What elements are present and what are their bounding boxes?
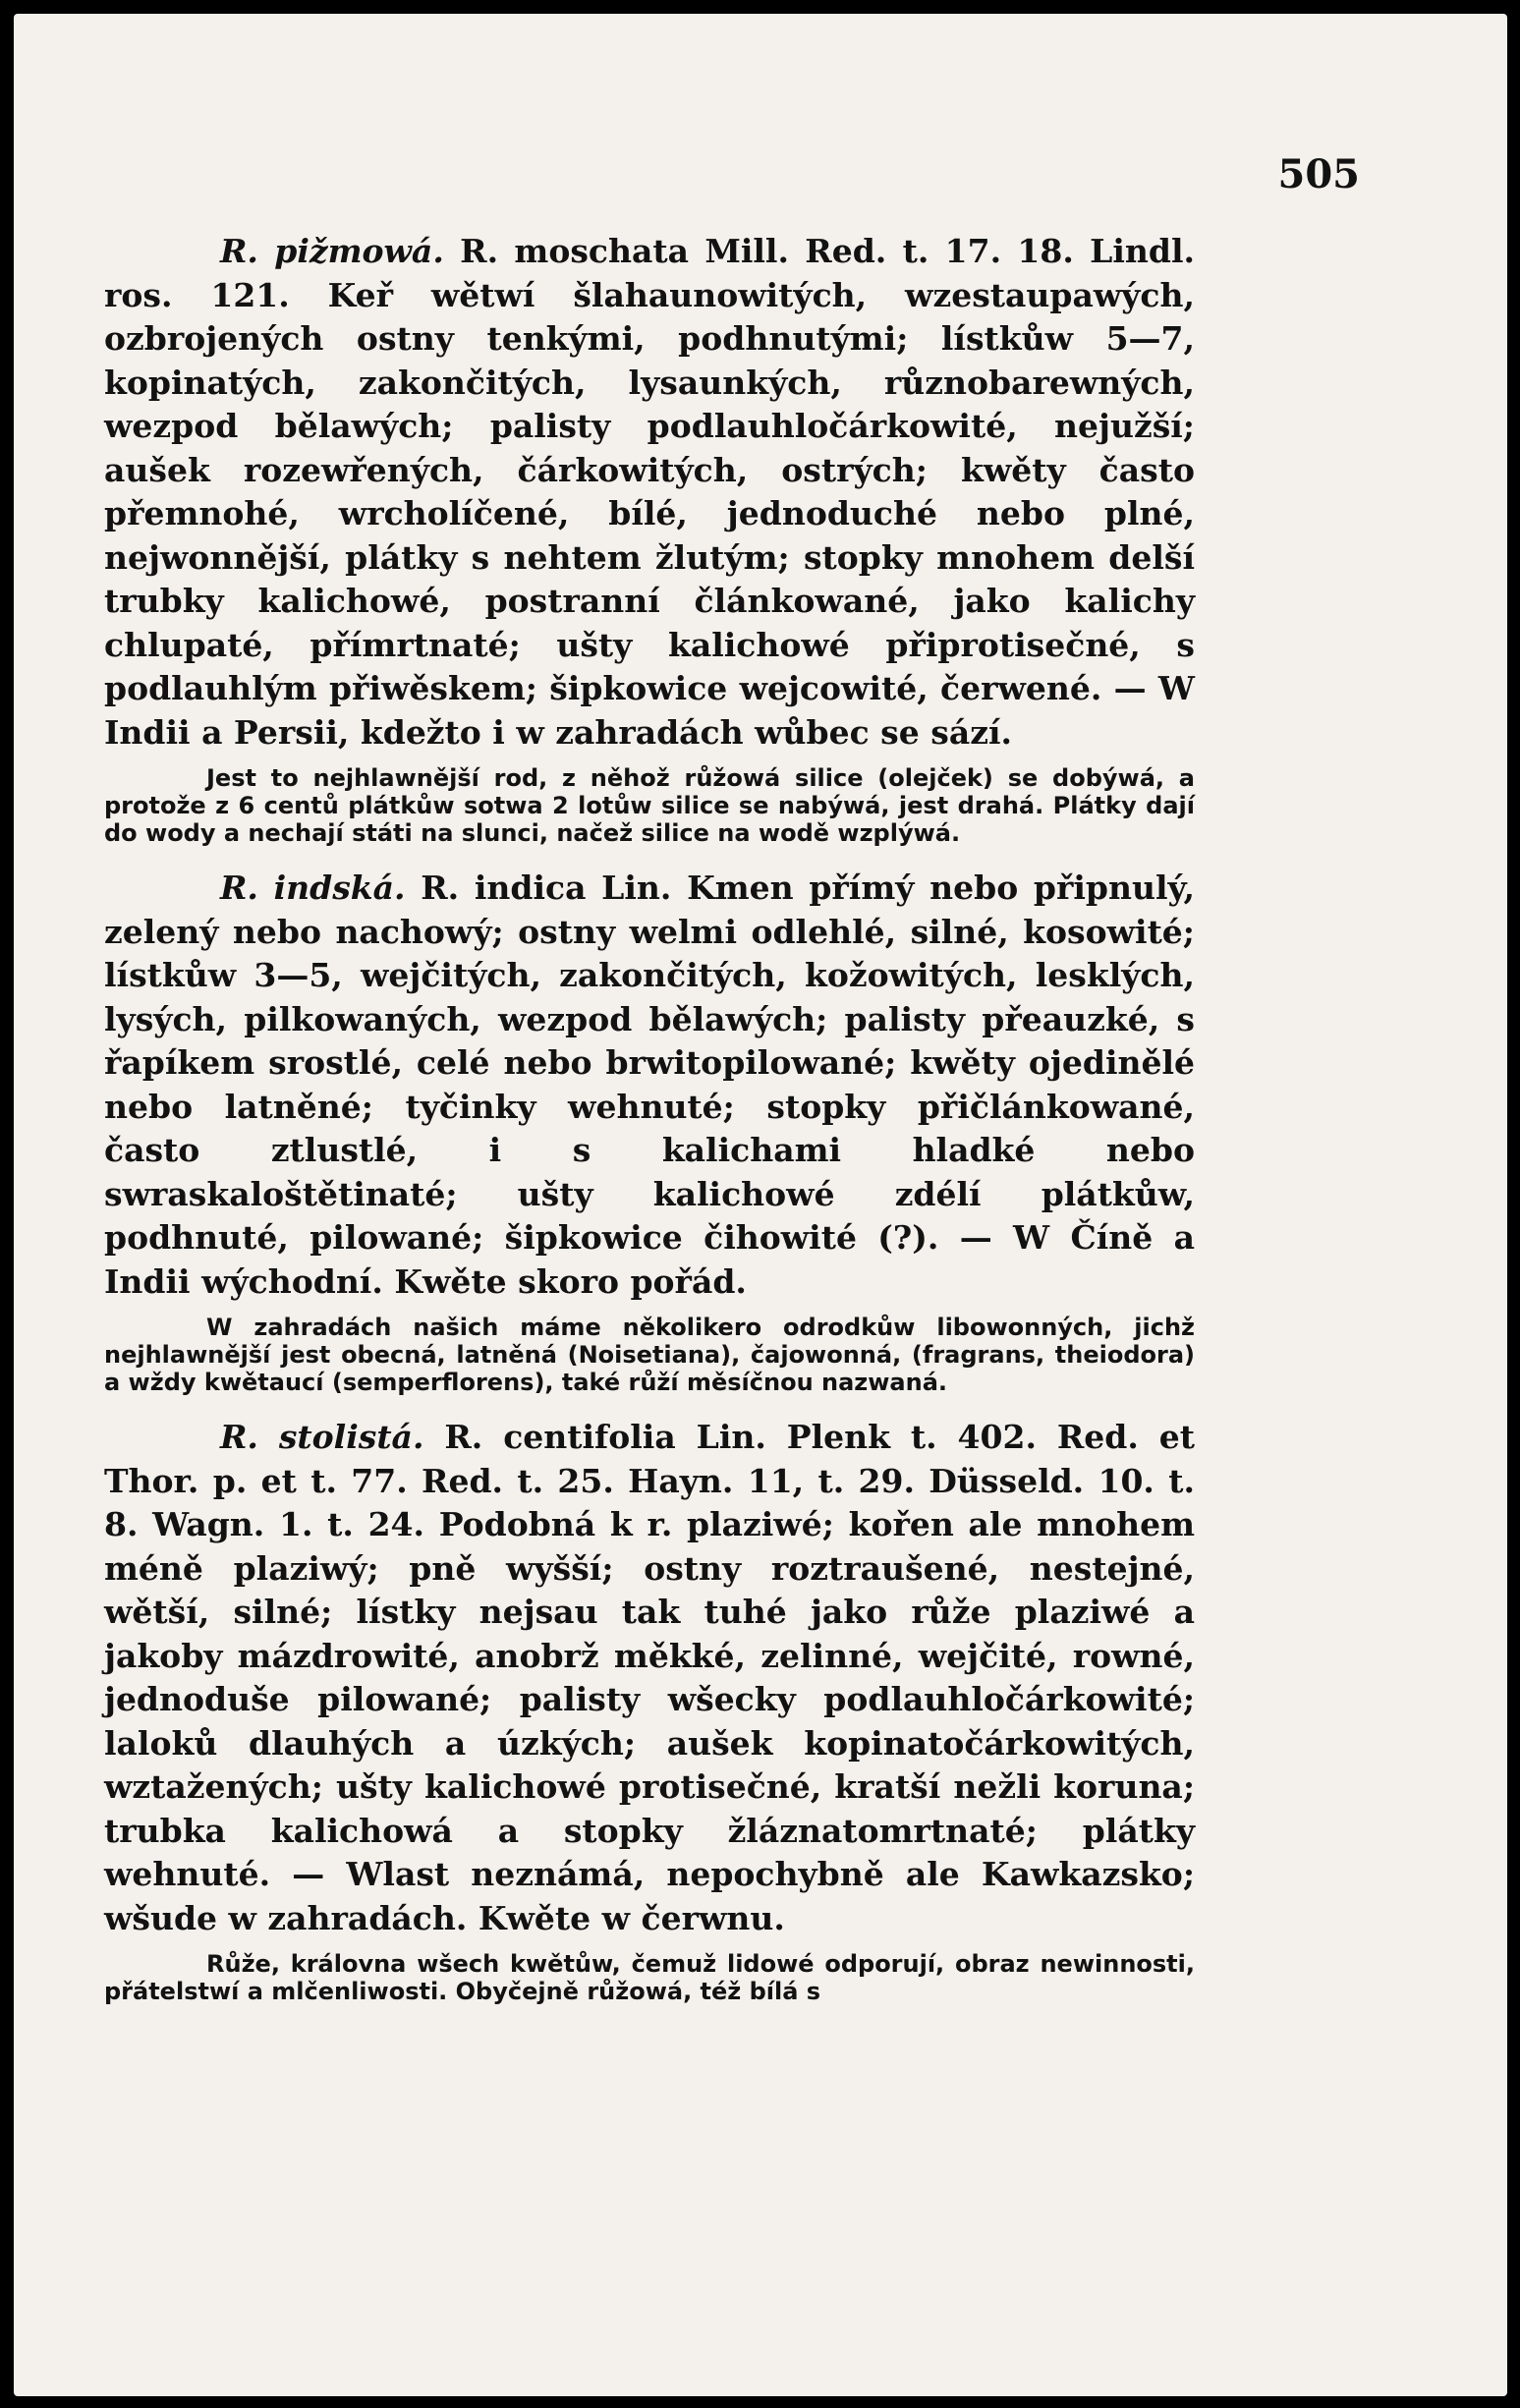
text-column bbox=[104, 230, 1195, 2025]
entry-rosa-indica bbox=[104, 867, 1195, 1304]
entry-lead: R. pižmowá. bbox=[220, 232, 444, 270]
entry-note: Růže, královna wšech kwětůw, čemuž lidowé odporují, obraz newinnosti, přátelstwí a mlčenliwosti. Obyčejně růžowá, též bílá s bbox=[104, 1950, 1195, 2005]
entry-rosa-centifolia bbox=[104, 1416, 1195, 1940]
entry-text: R. moschata Mill. Red. t. 17. 18. Lindl. ros. 121. Keř wětwí šlahaunowitých, wzestaupawých, ozbrojených ostny tenkými, podhnutými; lístkůw 5—7, kopinatých, zakončitých, lysaunkých, různobarewných, wezpod bělawých; palisty podlauhločárkowité, nejužší; aušek rozewřených, čárkowitých, ostrých; kwěty často přemnohé, wrcholíčené, bílé, jednoduché nebo plné, nejwonnější, plátky s nehtem žlutým; stopky mnohem delší trubky kalichowé, postranní článkowané, jako kalichy chlupaté, přímrtnaté; ušty kalichowé připrotisečné, s podlauhlým přiwěskem; šipkowice wejcowité, čerwené. — W Indii a Persii, kdežto i w zahradách wůbec se sází. bbox=[104, 232, 1195, 752]
entry-note: Jest to nejhlawnější rod, z něhož růžowá silice (olejček) se dobýwá, a protože z 6 centů plátkůw sotwa 2 lotůw silice se nabýwá, jest drahá. Plátky dají do wody a nechají státi na slunci, načež silice na wodě wzplýwá. bbox=[104, 764, 1195, 847]
entry-lead: R. indská. bbox=[220, 868, 406, 907]
entry-lead: R. stolistá. bbox=[220, 1418, 424, 1456]
entry-rosa-moschata bbox=[104, 230, 1195, 755]
entry-text: R. indica Lin. Kmen přímý nebo připnulý, zelený nebo nachowý; ostny welmi odlehlé, silné, kosowité; lístkůw 3—5, wejčitých, zakončitých, kožowitých, lesklých, lysých, pilkowaných, wezpod bělawých; palisty přeauzké, s řapíkem srostlé, celé nebo brwitopilowané; kwěty ojedinělé nebo latněné; tyčinky wehnuté; stopky přičlánkowané, často ztlustlé, i s kalichami hladké nebo swraskaloštětinaté; ušty kalichowé zdélí plátkůw, podhnuté, pilowané; šipkowice čihowité (?). — W Číně a Indii wýchodní. Kwěte skoro pořád. bbox=[104, 868, 1195, 1301]
entry-text: R. centifolia Lin. Plenk t. 402. Red. et Thor. p. et t. 77. Red. t. 25. Hayn. 11, t. 29. Düsseld. 10. t. 8. Wagn. 1. t. 24. Podobná k r. plaziwé; kořen ale mnohem méně plaziwý; pně wyšší; ostny roztraušené, nestejné, wětší, silné; lístky nejsau tak tuhé jako růže plaziwé a jakoby mázdrowité, anobrž měkké, zelinné, wejčité, rowné, jednoduše pilowané; palisty wšecky podlauhločárkowité; laloků dlauhých a úzkých; aušek kopinatočárkowitých, wztažených; ušty kalichowé protisečné, kratší nežli koruna; trubka kalichowá a stopky žláznatomrtnaté; plátky wehnuté. — Wlast neznámá, nepochybně ale Kawkazsko; wšude w zahradách. Kwěte w čerwnu. bbox=[104, 1418, 1195, 1937]
page-number: 505 bbox=[1277, 151, 1360, 197]
scanned-page bbox=[14, 14, 1507, 2396]
entry-note: W zahradách našich máme několikero odrodkůw libowonných, jichž nejhlawnější jest obecná, latněná (Noisetiana), čajowonná, (fragrans, theiodora) a wždy kwětaucí (semperflorens), také růží měsíčnou nazwaná. bbox=[104, 1314, 1195, 1396]
